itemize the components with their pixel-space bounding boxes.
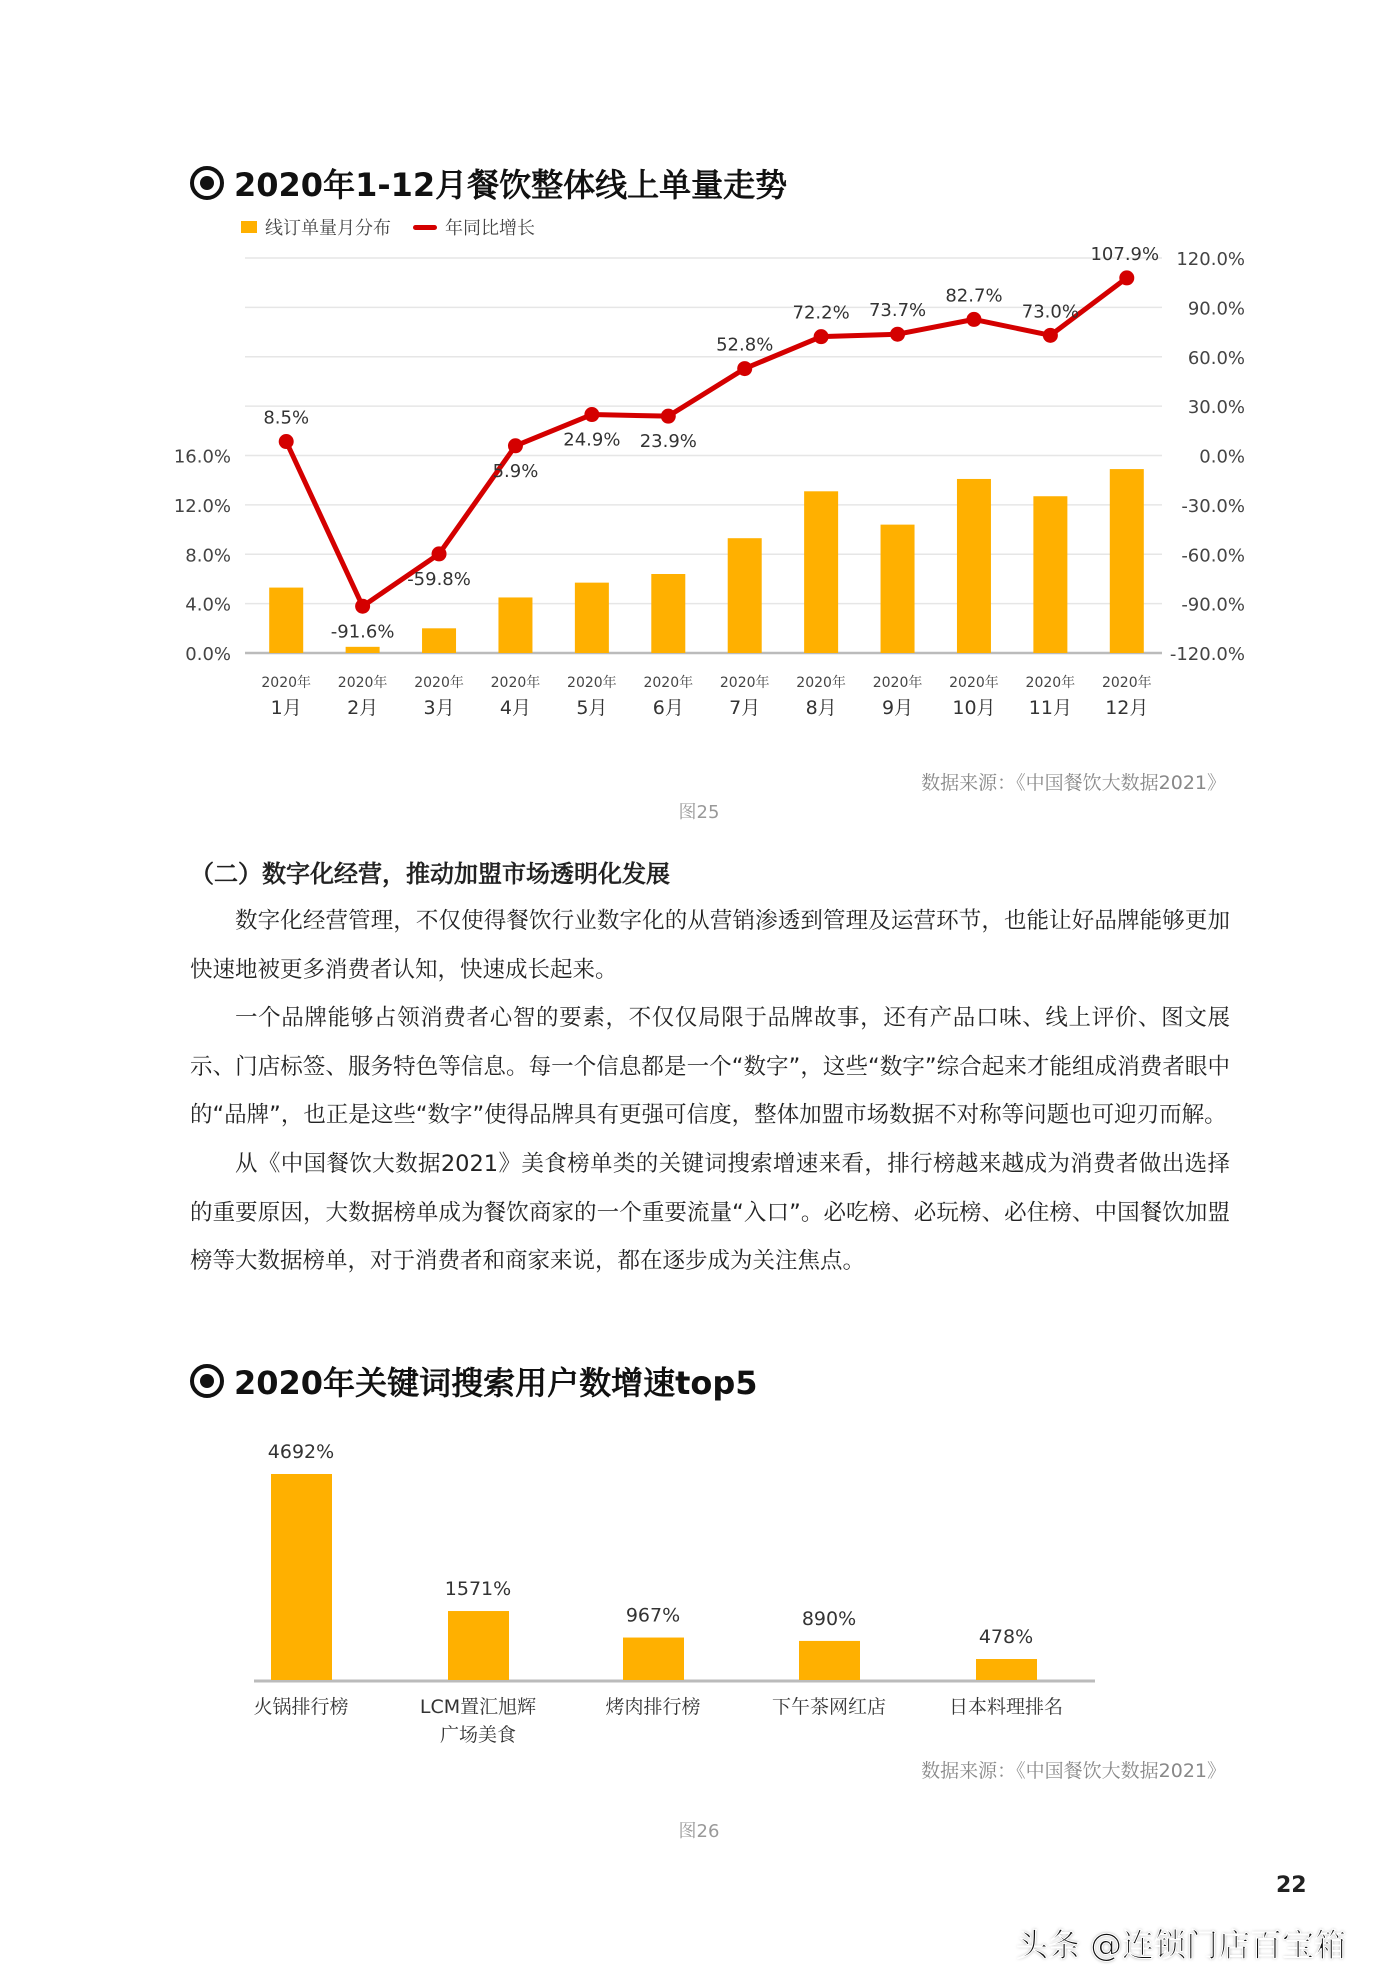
x-tick-month: 9月 [881,697,914,719]
line-data-label: 73.0% [1021,301,1079,323]
line-data-label: 72.2% [792,302,850,324]
line-data-label: 24.9% [563,429,621,451]
x-tick-month: 5月 [576,697,608,719]
left-tick-label: 0.0% [185,644,231,665]
x-category-label: LCM置汇旭辉 [419,1696,537,1718]
chart2-title: 2020年关键词搜索用户数增速top5 [190,1358,758,1404]
x-tick-year: 2020年 [796,675,846,691]
bar [346,647,380,653]
legend-line-label: 年同比增长 [445,218,535,239]
x-tick-month: 6月 [652,697,684,719]
bar [575,583,609,653]
x-tick-year: 2020年 [949,675,999,691]
line-data-label: 82.7% [945,285,1003,307]
bar [651,574,685,653]
body-text [190,897,1230,1286]
x-category-label: 烤肉排行榜 [605,1696,701,1718]
right-tick-label: -60.0% [1181,545,1245,567]
line-point [661,409,676,424]
line-data-label: 5.9% [492,460,539,482]
right-tick-label: 0.0% [1199,446,1245,468]
bar-data-label: 890% [801,1607,857,1630]
x-tick-month: 12月 [1105,697,1149,719]
x-tick-year: 2020年 [719,675,770,691]
line-point [584,407,599,422]
bar-data-label: 4692% [267,1441,335,1463]
x-tick-year: 2020年 [337,675,388,691]
line-data-label: 8.5% [263,407,310,429]
x-tick-year: 2020年 [872,675,923,691]
x-tick-month: 10月 [952,697,996,719]
x-tick-year: 2020年 [261,675,312,691]
figure-25-caption: 图25 [678,802,720,823]
bar [728,538,762,653]
x-tick-month: 3月 [423,697,455,719]
x-tick-year: 2020年 [1101,675,1152,691]
legend-bar-label: 线订单量月分布 [265,218,391,239]
x-tick-year: 2020年 [1025,675,1076,691]
right-tick-label: -90.0% [1181,594,1245,616]
section-heading: （二）数字化经营，推动加盟市场透明化发展 [190,860,670,888]
x-tick-month: 8月 [805,697,837,719]
right-tick-label: 60.0% [1187,347,1245,369]
watermark: 头条 @连锁门店百宝箱 [1016,1926,1347,1964]
x-tick-month: 11月 [1028,697,1072,719]
paragraph: 数字化经营管理，不仅使得餐饮行业数字化的从营销渗透到管理及运营环节，也能让好品牌能够更加快速地被更多消费者认知，快速成长起来。 [190,908,1230,983]
chart1-title: 2020年1-12月餐饮整体线上单量走势 [190,160,787,206]
bar [976,1659,1037,1680]
line-data-label: -59.8% [407,568,471,590]
right-tick-label: 30.0% [1187,397,1245,419]
bar [422,628,456,653]
figure-26-caption: 图26 [678,1821,720,1842]
bar [799,1641,860,1680]
left-tick-label: 8.0% [185,545,231,567]
x-tick-month: 7月 [729,697,761,719]
x-tick-year: 2020年 [567,675,617,691]
page-number: 22 [1276,1873,1307,1898]
line-point [432,546,447,561]
bar-data-label: 478% [978,1626,1034,1649]
line-point [966,312,981,327]
chart1-plot [0,0,1398,740]
line-point [737,361,752,376]
x-tick-year: 2020年 [414,675,464,691]
left-tick-label: 12.0% [173,495,231,517]
bar-data-label: 1571% [444,1578,512,1601]
target-bullet-icon [190,1364,224,1398]
line-point [814,329,829,344]
x-tick-year: 2020年 [643,675,694,691]
line-point [355,599,370,614]
chart2-source: 数据来源：《中国餐饮大数据2021》 [921,1760,1226,1782]
line-data-label: -91.6% [330,621,395,643]
right-tick-label: -30.0% [1181,495,1245,517]
bar [269,588,303,653]
right-tick-label: 120.0% [1176,249,1245,270]
line-point [279,434,294,449]
growth-line [286,278,1127,606]
x-category-label: 火锅排行榜 [253,1696,349,1718]
x-category-label: 广场美食 [439,1724,517,1746]
left-tick-label: 4.0% [185,594,231,616]
line-point [890,327,905,342]
bar-data-label: 967% [625,1604,681,1627]
bar [1033,496,1067,653]
paragraph: 从《中国餐饮大数据2021》美食榜单类的关键词搜索增速来看，排行榜越来越成为消费者做出选择的重要原因，大数据榜单成为餐饮商家的一个重要流量“入口”。必吃榜、必玩榜、必住榜、中国餐饮加盟榜等大数据榜单，对于消费者和商家来说，都在逐步成为关注焦点。 [190,1150,1230,1275]
bar [623,1638,684,1680]
bar [1110,469,1144,653]
line-data-label: 52.8% [716,334,774,356]
right-tick-label: 90.0% [1187,298,1245,320]
bar [957,479,991,653]
x-tick-month: 2月 [347,697,379,719]
bar [448,1611,509,1680]
x-category-label: 下午茶网红店 [771,1696,887,1718]
x-tick-year: 2020年 [490,675,541,691]
bar [881,525,915,653]
line-point [1043,328,1058,343]
x-category-label: 日本料理排名 [948,1696,1064,1718]
left-tick-label: 16.0% [173,446,231,468]
bar [271,1474,332,1680]
line-point [1119,270,1134,285]
line-point [508,438,523,453]
x-tick-month: 4月 [499,697,532,719]
paragraph: 一个品牌能够占领消费者心智的要素，不仅仅局限于品牌故事，还有产品口味、线上评价、图文展示、门店标签、服务特色等信息。每一个信息都是一个“数字”，这些“数字”综合起来才能组成消费者眼中的“品牌”，也正是这些“数字”使得品牌具有更强可信度，整体加盟市场数据不对称等问题也可迎刃而解。 [190,1005,1230,1129]
bar [498,597,532,653]
line-data-label: 23.9% [639,431,697,453]
line-data-label: 107.9% [1090,243,1160,265]
right-tick-label: -120.0% [1169,644,1245,665]
chart1-source: 数据来源：《中国餐饮大数据2021》 [921,772,1226,794]
line-data-label: 73.7% [868,300,927,322]
x-tick-month: 1月 [270,697,302,719]
chart2-plot [0,1400,1398,1760]
bar [804,491,838,653]
